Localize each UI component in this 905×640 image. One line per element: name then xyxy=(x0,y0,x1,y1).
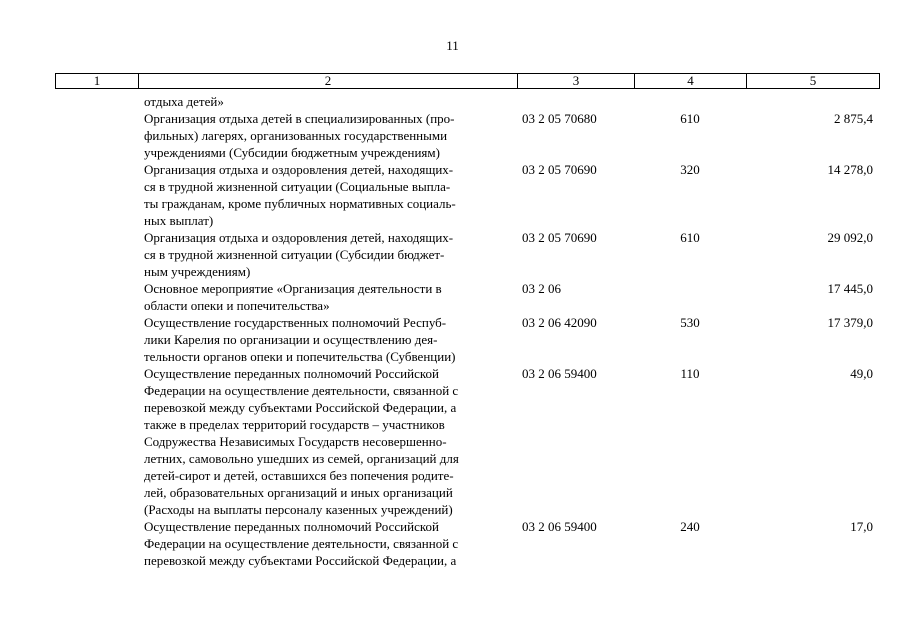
description-cell xyxy=(138,365,517,518)
table-row xyxy=(55,229,880,280)
description-line: ся в трудной жизненной ситуации (Субсидии бюджет- xyxy=(144,247,445,262)
description-cell xyxy=(138,280,517,314)
description-line: Организация отдыха и оздоровления детей, находящих- xyxy=(144,230,454,245)
description-line: ным учреждениям) xyxy=(144,264,251,279)
target-code-cell xyxy=(517,93,634,110)
description-line: лей, образовательных организаций и иных организаций xyxy=(144,485,453,500)
description-line: учреждениями (Субсидии бюджетным учреждениям) xyxy=(144,145,440,160)
target-code-cell: 03 2 06 59400 xyxy=(522,519,597,534)
row-number-cell xyxy=(55,365,138,518)
expense-kind-cell: 610 xyxy=(680,111,700,126)
description-line: лики Карелия по организации и осуществлению дея- xyxy=(144,332,438,347)
table-row xyxy=(55,110,880,161)
expense-kind-cell: 320 xyxy=(680,162,700,177)
row-number-cell xyxy=(55,161,138,229)
expense-kind-cell xyxy=(634,93,746,110)
target-code-cell: 03 2 05 70690 xyxy=(522,162,597,177)
expense-kind-cell xyxy=(634,280,746,314)
description-line: Основное мероприятие «Организация деятельности в xyxy=(144,281,442,296)
header-col-2: 2 xyxy=(139,74,518,88)
target-code-cell: 03 2 06 59400 xyxy=(522,366,597,381)
row-number-cell xyxy=(55,110,138,161)
description-line: области опеки и попечительства» xyxy=(144,298,330,313)
row-number-cell xyxy=(55,229,138,280)
description-line: летних, самовольно ушедших из семей, организаций для xyxy=(144,451,459,466)
table-row xyxy=(55,365,880,518)
table-row xyxy=(55,93,880,110)
expense-kind-cell: 110 xyxy=(680,366,700,381)
description-line: Осуществление переданных полномочий Российской xyxy=(144,366,439,381)
description-line: Организация отдыха и оздоровления детей, находящих- xyxy=(144,162,454,177)
amount-cell: 29 092,0 xyxy=(827,230,873,245)
target-code-cell: 03 2 05 70680 xyxy=(522,111,597,126)
description-line: ных выплат) xyxy=(144,213,214,228)
description-line: ся в трудной жизненной ситуации (Социальные выпла- xyxy=(144,179,451,194)
amount-cell: 17 379,0 xyxy=(827,315,873,330)
expense-kind-cell: 240 xyxy=(680,519,700,534)
description-line: Федерации на осуществление деятельности, связанной с xyxy=(144,536,459,551)
row-number-cell xyxy=(55,314,138,365)
table-body xyxy=(55,93,880,569)
amount-cell: 2 875,4 xyxy=(834,111,873,126)
description-cell xyxy=(138,110,517,161)
header-col-3: 3 xyxy=(518,74,635,88)
header-col-4: 4 xyxy=(635,74,747,88)
description-line: Осуществление государственных полномочий Респуб- xyxy=(144,315,447,330)
description-line: (Расходы на выплаты персоналу казенных учреждений) xyxy=(144,502,453,517)
table-row xyxy=(55,314,880,365)
description-line: детей-сирот и детей, оставшихся без попечения родите- xyxy=(144,468,454,483)
description-cell xyxy=(138,161,517,229)
amount-cell: 49,0 xyxy=(850,366,873,381)
page-number: 11 xyxy=(446,38,459,53)
target-code-cell: 03 2 06 xyxy=(522,281,561,296)
row-number-cell xyxy=(55,518,138,569)
description-cell xyxy=(138,314,517,365)
table-header-row xyxy=(55,73,880,89)
row-number-cell xyxy=(55,280,138,314)
row-number-cell xyxy=(55,93,138,110)
header-col-5: 5 xyxy=(809,73,817,88)
description-line: фильных) лагерях, организованных государственными xyxy=(144,128,448,143)
description-line: Федерации на осуществление деятельности, связанной с xyxy=(144,383,459,398)
description-line: ты гражданам, кроме публичных нормативных социаль- xyxy=(144,196,456,211)
description-line: Осуществление переданных полномочий Российской xyxy=(144,519,439,534)
header-col-1: 1 xyxy=(56,74,139,88)
expense-kind-cell: 610 xyxy=(680,230,700,245)
table-row xyxy=(55,280,880,314)
amount-cell: 17,0 xyxy=(850,519,873,534)
table-row xyxy=(55,161,880,229)
description-line: тельности органов опеки и попечительства (Субвенции) xyxy=(144,349,456,364)
table-row xyxy=(55,518,880,569)
description-cell xyxy=(138,518,517,569)
target-code-cell: 03 2 06 42090 xyxy=(522,315,597,330)
description-line: Содружества Независимых Государств несовершенно- xyxy=(144,434,447,449)
description-line: Организация отдыха детей в специализированных (про- xyxy=(144,111,455,126)
description-cell xyxy=(138,229,517,280)
target-code-cell: 03 2 05 70690 xyxy=(522,230,597,245)
amount-cell: 17 445,0 xyxy=(827,281,873,296)
description-line: также в пределах территорий государств – участников xyxy=(144,417,445,432)
amount-cell: 14 278,0 xyxy=(827,162,873,177)
description-line: перевозкой между субъектами Российской Федерации, а xyxy=(144,553,457,568)
expense-kind-cell: 530 xyxy=(680,315,700,330)
amount-cell xyxy=(746,93,878,110)
description-line: отдыха детей» xyxy=(144,94,224,109)
description-line: перевозкой между субъектами Российской Федерации, а xyxy=(144,400,457,415)
description-cell xyxy=(138,93,517,110)
